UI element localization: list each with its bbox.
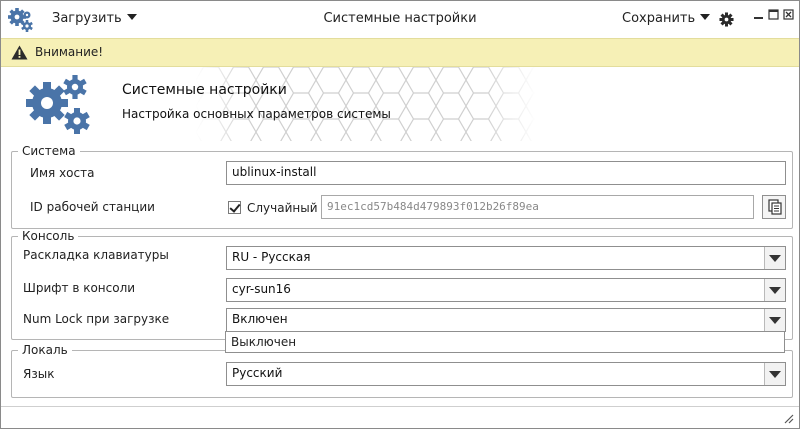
- chevron-down-icon[interactable]: [764, 309, 785, 331]
- app-gears-icon: [8, 7, 34, 33]
- window-title: Системные настройки: [323, 11, 477, 26]
- numlock-value: Включен: [232, 312, 288, 326]
- machine-id-field[interactable]: 91ec1cd57b484d479893f012b26f89ea: [321, 195, 754, 219]
- chevron-down-icon: [127, 14, 137, 20]
- page-title: Системные настройки: [122, 82, 287, 98]
- resize-grip-icon[interactable]: [782, 412, 794, 424]
- numlock-option[interactable]: Выключен: [231, 335, 297, 349]
- page-subtitle: Настройка основных параметров системы: [122, 107, 391, 121]
- keymap-select[interactable]: [226, 246, 786, 270]
- keymap-value: RU - Русская: [232, 250, 311, 264]
- system-group-legend: Система: [22, 144, 76, 158]
- numlock-dropdown-list: [225, 331, 785, 353]
- numlock-label: Num Lock при загрузке: [23, 312, 170, 326]
- copy-icon: [763, 196, 785, 218]
- console-font-select[interactable]: [226, 278, 786, 302]
- warning-icon: [11, 45, 28, 60]
- chevron-down-icon[interactable]: [764, 247, 785, 269]
- console-font-label: Шрифт в консоли: [23, 281, 136, 295]
- status-divider: [1, 406, 799, 407]
- machine-id-label: ID рабочей станции: [30, 200, 155, 214]
- random-id-label: Случайный: [247, 201, 318, 215]
- chevron-down-icon[interactable]: [764, 363, 785, 385]
- copy-button[interactable]: [762, 195, 786, 219]
- title-bar: [1, 1, 799, 37]
- locale-group-legend: Локаль: [22, 343, 68, 357]
- console-font-value: cyr-sun16: [232, 282, 291, 296]
- warning-bar: [1, 38, 799, 67]
- random-id-checkbox[interactable]: [228, 201, 241, 214]
- maximize-icon[interactable]: [768, 9, 779, 20]
- close-icon[interactable]: [783, 9, 794, 20]
- load-menu-label: Загрузить: [52, 11, 122, 26]
- warning-text: Внимание!: [35, 45, 104, 59]
- language-value: Русский: [232, 366, 283, 380]
- console-group-legend: Консоль: [22, 229, 75, 243]
- save-menu-label: Сохранить: [622, 11, 696, 26]
- settings-gears-icon: [23, 73, 95, 139]
- hostname-label: Имя хоста: [30, 166, 95, 180]
- language-label: Язык: [23, 367, 55, 381]
- gear-icon[interactable]: [719, 12, 734, 27]
- hexagon-pattern-background: [196, 67, 536, 141]
- hostname-input[interactable]: ublinux-install: [226, 161, 786, 185]
- save-menu-button[interactable]: [622, 11, 710, 26]
- chevron-down-icon[interactable]: [764, 279, 785, 301]
- minimize-icon[interactable]: [753, 9, 764, 20]
- page-header: [1, 67, 799, 141]
- load-menu-button[interactable]: [52, 11, 137, 26]
- numlock-select[interactable]: [226, 308, 786, 332]
- chevron-down-icon: [700, 14, 710, 20]
- keymap-label: Раскладка клавиатуры: [23, 248, 169, 262]
- language-select[interactable]: [226, 362, 786, 386]
